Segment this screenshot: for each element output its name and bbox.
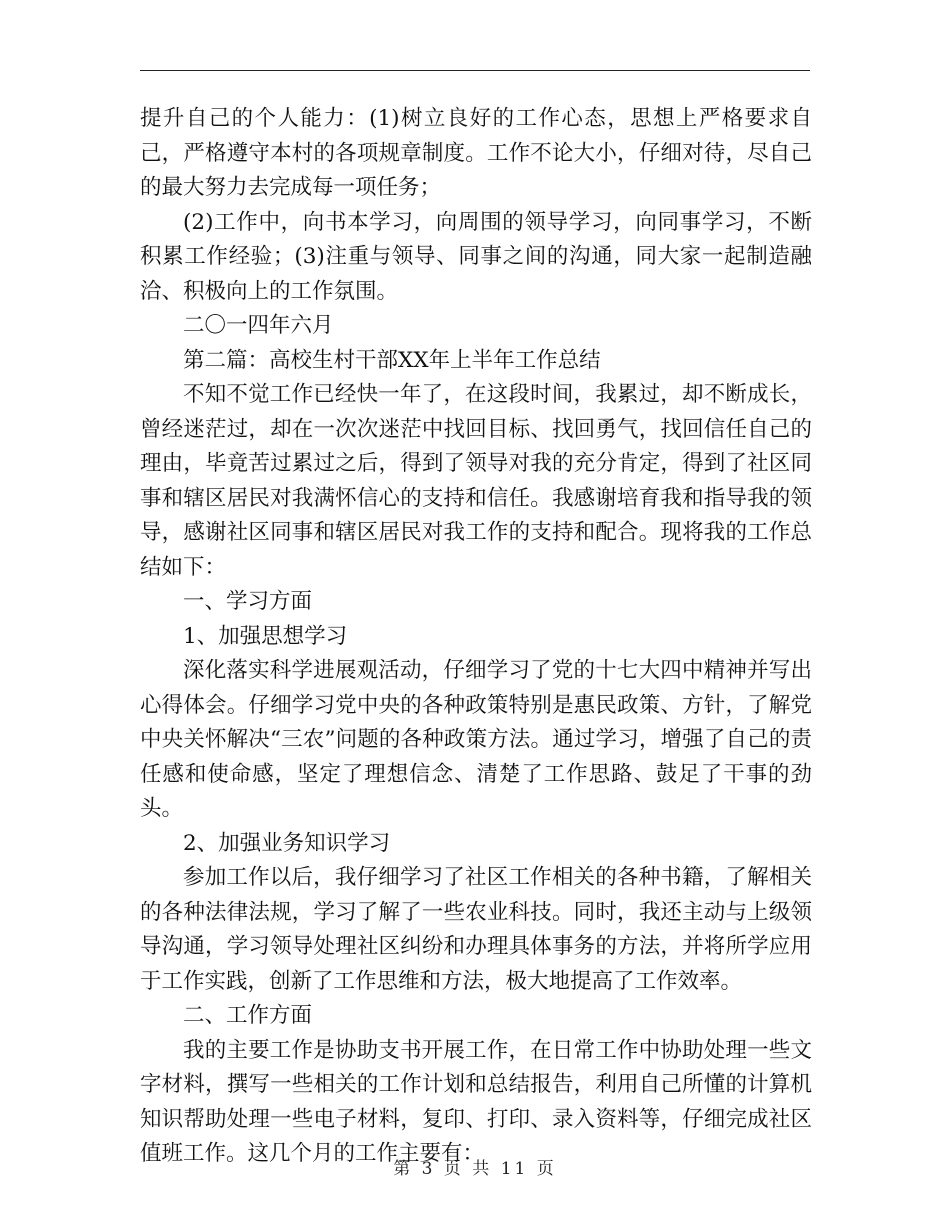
page-footer: 第 3 页 共 11 页 [393, 1159, 557, 1179]
paragraph: 不知不觉工作已经快一年了，在这段时间，我累过，却不断成长，曾经迷茫过，却在一次次迷茫中找回目标、找回勇气，找回信任自己的理由，毕竟苦过累过之后，得到了领导对我的充分肯定，得到了社区同事和辖区居民对我满怀信心的支持和信任。我感谢培育我和指导我的领导，感谢社区同事和辖区居民对我工作的支持和配合。现将我的工作总结如下： [140, 382, 812, 580]
date-line: 二〇一四年六月 [183, 313, 334, 338]
header-rule [140, 70, 810, 71]
section-title: 第二篇：高校生村干部XX年上半年工作总结 [183, 347, 601, 373]
subheading: 2、加强业务知识学习 [183, 830, 391, 856]
paragraph: 参加工作以后，我仔细学习了社区工作相关的各种书籍，了解相关的各种法律法规，学习了解了一些农业科技。同时，我还主动与上级领导沟通，学习领导处理社区纠纷和办理具体事务的方法，并将所学应用于工作实践，创新了工作思维和方法，极大地提高了工作效率。 [140, 865, 812, 994]
subheading: 1、加强思想学习 [183, 623, 348, 649]
paragraph: 我的主要工作是协助支书开展工作，在日常工作中协助处理一些文字材料，撰写一些相关的工作计划和总结报告，利用自己所懂的计算机知识帮助处理一些电子材料，复印、打印、录入资料等，仔细完成社区值班工作。这几个月的工作主要有： [140, 1037, 812, 1166]
heading-study: 一、学习方面 [183, 589, 313, 614]
paragraph: 提升自己的个人能力：(1)树立良好的工作心态，思想上严格要求自己，严格遵守本村的各项规章制度。工作不论大小，仔细对待，尽自己的最大努力去完成每一项任务； [140, 106, 812, 200]
document-body [140, 102, 812, 1172]
heading-work: 二、工作方面 [183, 1003, 313, 1028]
paragraph: 深化落实科学进展观活动，仔细学习了党的十七大四中精神并写出心得体会。仔细学习党中央的各种政策特别是惠民政策、方针，了解党中央关怀解决“三农”问题的各种政策方法。通过学习，增强了自己的责任感和使命感，坚定了理想信念、清楚了工作思路、鼓足了干事的劲头。 [140, 658, 812, 821]
paragraph: (2)工作中，向书本学习，向周围的领导学习，向同事学习，不断积累工作经验；(3)注重与领导、同事之间的沟通，同大家一起制造融洽、积极向上的工作氛围。 [140, 209, 812, 304]
